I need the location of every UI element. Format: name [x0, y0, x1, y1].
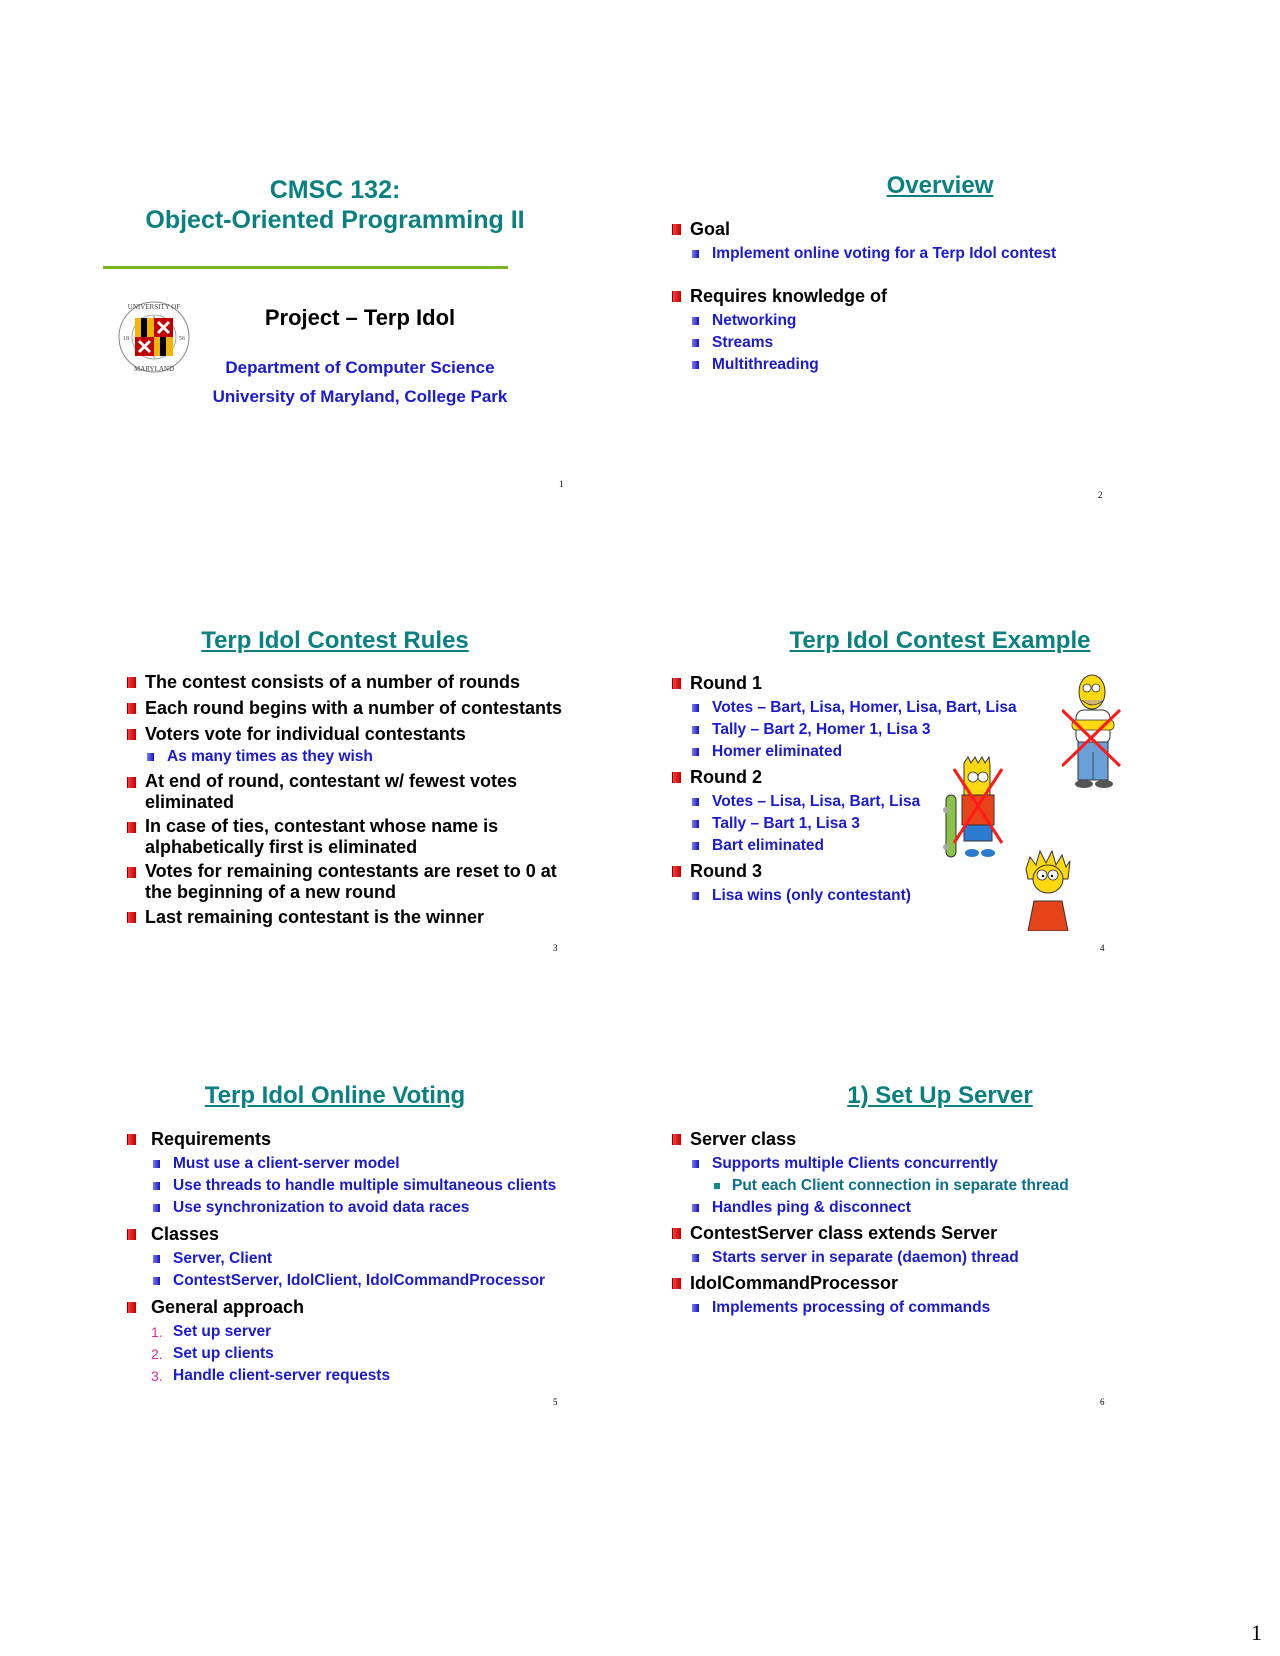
svg-text:18: 18	[123, 336, 129, 342]
blue-bullet-icon	[153, 1182, 160, 1190]
svg-text:UNIVERSITY OF: UNIVERSITY OF	[127, 303, 181, 311]
numbered-step: 2. Set up clients	[151, 1345, 274, 1362]
slide-number: 2	[1098, 490, 1103, 500]
rule-bullet: The contest consists of a number of rounds	[125, 671, 565, 694]
homer-image	[1062, 670, 1132, 795]
course-code: CMSC 132:	[269, 176, 401, 204]
bart-image	[940, 755, 1010, 870]
slide-5	[115, 1070, 675, 1470]
university-seal	[117, 300, 191, 374]
bullet-contestserver: ContestServer class extends Server Starts server in separate (daemon) thread	[670, 1222, 1210, 1269]
teal-bullet-icon	[714, 1183, 720, 1189]
blue-bullet-icon	[692, 798, 699, 806]
red-bullet-icon	[127, 867, 136, 878]
red-bullet-icon	[127, 1302, 136, 1313]
bullet-requires: Requires knowledge of Networking Streams Multithreading	[670, 285, 1210, 376]
blue-bullet-icon	[692, 820, 699, 828]
sub-bullet: Lisa wins (only contestant)	[690, 885, 1030, 907]
red-bullet-icon	[672, 772, 681, 783]
slide-6	[660, 1070, 1220, 1470]
sub-bullet: Streams	[690, 332, 1210, 354]
blue-bullet-icon	[147, 753, 154, 761]
numbered-step: 3. Handle client-server requests	[151, 1367, 391, 1384]
blue-bullet-icon	[692, 726, 699, 734]
red-bullet-icon	[672, 1134, 681, 1145]
sub-bullet: Tally – Bart 1, Lisa 3	[690, 813, 1030, 835]
sub-bullet: As many times as they wish	[145, 746, 565, 768]
sub-bullet: Use threads to handle multiple simultaneous clients	[151, 1175, 565, 1197]
slide-3	[115, 615, 675, 1015]
sub-bullet: ContestServer, IdolClient, IdolCommandProcessor	[151, 1270, 565, 1292]
sub-bullet: Implements processing of commands	[690, 1297, 1210, 1319]
sub-bullet: Use synchronization to avoid data races	[151, 1197, 565, 1219]
bullet-idolcommandprocessor: IdolCommandProcessor Implements processing of commands	[670, 1272, 1210, 1319]
blue-bullet-icon	[692, 842, 699, 850]
bullet-requirements: Requirements Must use a client-server model Use threads to handle multiple simultaneous clients Use synchronization to avoid data races	[125, 1128, 565, 1219]
red-bullet-icon	[672, 224, 681, 235]
red-bullet-icon	[127, 777, 136, 788]
sub-bullet: Server, Client	[151, 1248, 565, 1270]
red-bullet-icon	[127, 822, 136, 833]
sub-bullet: Bart eliminated	[690, 835, 1030, 857]
slide-title: Overview	[886, 172, 994, 199]
red-bullet-icon	[127, 729, 136, 740]
sub-bullet: Votes – Bart, Lisa, Homer, Lisa, Bart, Lisa	[690, 697, 1030, 719]
slide-2	[660, 160, 1220, 560]
sub-bullet: Handles ping & disconnect	[690, 1197, 1210, 1219]
sub-bullet: Networking	[690, 310, 1210, 332]
blue-bullet-icon	[153, 1204, 160, 1212]
red-bullet-icon	[127, 677, 136, 688]
sub-sub-bullet: Put each Client connection in separate thread	[712, 1175, 1210, 1197]
red-bullet-icon	[127, 1134, 136, 1145]
sub-bullet: Must use a client-server model	[151, 1153, 565, 1175]
bullet-classes: Classes Server, Client ContestServer, IdolClient, IdolCommandProcessor	[125, 1223, 565, 1292]
numbered-step: 1. Set up server	[151, 1323, 272, 1340]
sub-bullet: Supports multiple Clients concurrently Put each Client connection in separate thread	[690, 1153, 1210, 1197]
project-subtitle: Project – Terp Idol	[264, 305, 456, 330]
svg-text:56: 56	[179, 336, 185, 342]
blue-bullet-icon	[692, 1254, 699, 1262]
red-bullet-icon	[672, 678, 681, 689]
svg-text:MARYLAND: MARYLAND	[133, 365, 175, 373]
slide-title: Terp Idol Online Voting	[204, 1082, 466, 1109]
round-bullet: Round 2 Votes – Lisa, Lisa, Bart, Lisa Tally – Bart 1, Lisa 3 Bart eliminated	[670, 766, 1030, 857]
blue-bullet-icon	[692, 892, 699, 900]
slide-number: 3	[553, 943, 558, 953]
slide-number: 4	[1100, 943, 1105, 953]
slide-4	[660, 615, 1220, 1015]
blue-bullet-icon	[692, 1160, 699, 1168]
rule-bullet: In case of ties, contestant whose name is alphabetically first is eliminated	[125, 816, 565, 858]
sub-bullet: Tally – Bart 2, Homer 1, Lisa 3	[690, 719, 1030, 741]
title-divider	[103, 266, 508, 269]
page-number: 1	[1251, 1620, 1262, 1645]
blue-bullet-icon	[692, 1304, 699, 1312]
blue-bullet-icon	[692, 361, 699, 369]
bullet-server-class: Server class Supports multiple Clients concurrently Put each Client connection in separate thread Handles ping & disconnect	[670, 1128, 1210, 1219]
red-bullet-icon	[672, 866, 681, 877]
course-title: Object-Oriented Programming II	[145, 206, 525, 234]
blue-bullet-icon	[692, 1204, 699, 1212]
slide-number: 5	[553, 1397, 558, 1407]
blue-bullet-icon	[153, 1277, 160, 1285]
red-bullet-icon	[127, 912, 136, 923]
red-bullet-icon	[672, 1228, 681, 1239]
round-bullet: Round 1 Votes – Bart, Lisa, Homer, Lisa, Bart, Lisa Tally – Bart 2, Homer 1, Lisa 3 Homer eliminated	[670, 672, 1030, 763]
blue-bullet-icon	[692, 250, 699, 258]
university-name: University of Maryland, College Park	[212, 387, 508, 406]
sub-bullet: Homer eliminated	[690, 741, 1030, 763]
slide-number: 6	[1100, 1397, 1105, 1407]
rule-bullet: At end of round, contestant w/ fewest votes eliminated	[125, 771, 565, 813]
blue-bullet-icon	[692, 317, 699, 325]
red-bullet-icon	[672, 291, 681, 302]
bullet-general-approach: General approach 1. Set up server 2. Set up clients 3. Handle client-server requests	[125, 1296, 565, 1387]
rule-bullet: Each round begins with a number of contestants	[125, 697, 565, 720]
red-bullet-icon	[127, 1229, 136, 1240]
blue-bullet-icon	[692, 748, 699, 756]
slide-title: 1) Set Up Server	[847, 1082, 1033, 1109]
blue-bullet-icon	[153, 1160, 160, 1168]
rule-bullet: Voters vote for individual contestants As many times as they wish	[125, 723, 565, 768]
slide-1	[95, 160, 655, 560]
rule-bullet: Votes for remaining contestants are reset to 0 at the beginning of a new round	[125, 861, 565, 903]
red-bullet-icon	[127, 703, 136, 714]
department-name: Department of Computer Science	[225, 358, 495, 377]
slide-title: Terp Idol Contest Example	[789, 627, 1091, 654]
lisa-image	[1020, 849, 1075, 931]
blue-bullet-icon	[153, 1255, 160, 1263]
sub-bullet: Votes – Lisa, Lisa, Bart, Lisa	[690, 791, 1030, 813]
round-bullet: Round 3 Lisa wins (only contestant)	[670, 860, 1030, 907]
blue-bullet-icon	[692, 704, 699, 712]
sub-bullet: Starts server in separate (daemon) thread	[690, 1247, 1210, 1269]
slide-number: 1	[559, 479, 564, 489]
blue-bullet-icon	[692, 339, 699, 347]
bullet-goal: Goal Implement online voting for a Terp Idol contest	[670, 218, 1210, 265]
sub-bullet: Multithreading	[690, 354, 1210, 376]
sub-bullet: Implement online voting for a Terp Idol contest	[690, 243, 1210, 265]
slide-title: Terp Idol Contest Rules	[201, 627, 469, 654]
rule-bullet: Last remaining contestant is the winner	[125, 906, 565, 929]
red-bullet-icon	[672, 1278, 681, 1289]
